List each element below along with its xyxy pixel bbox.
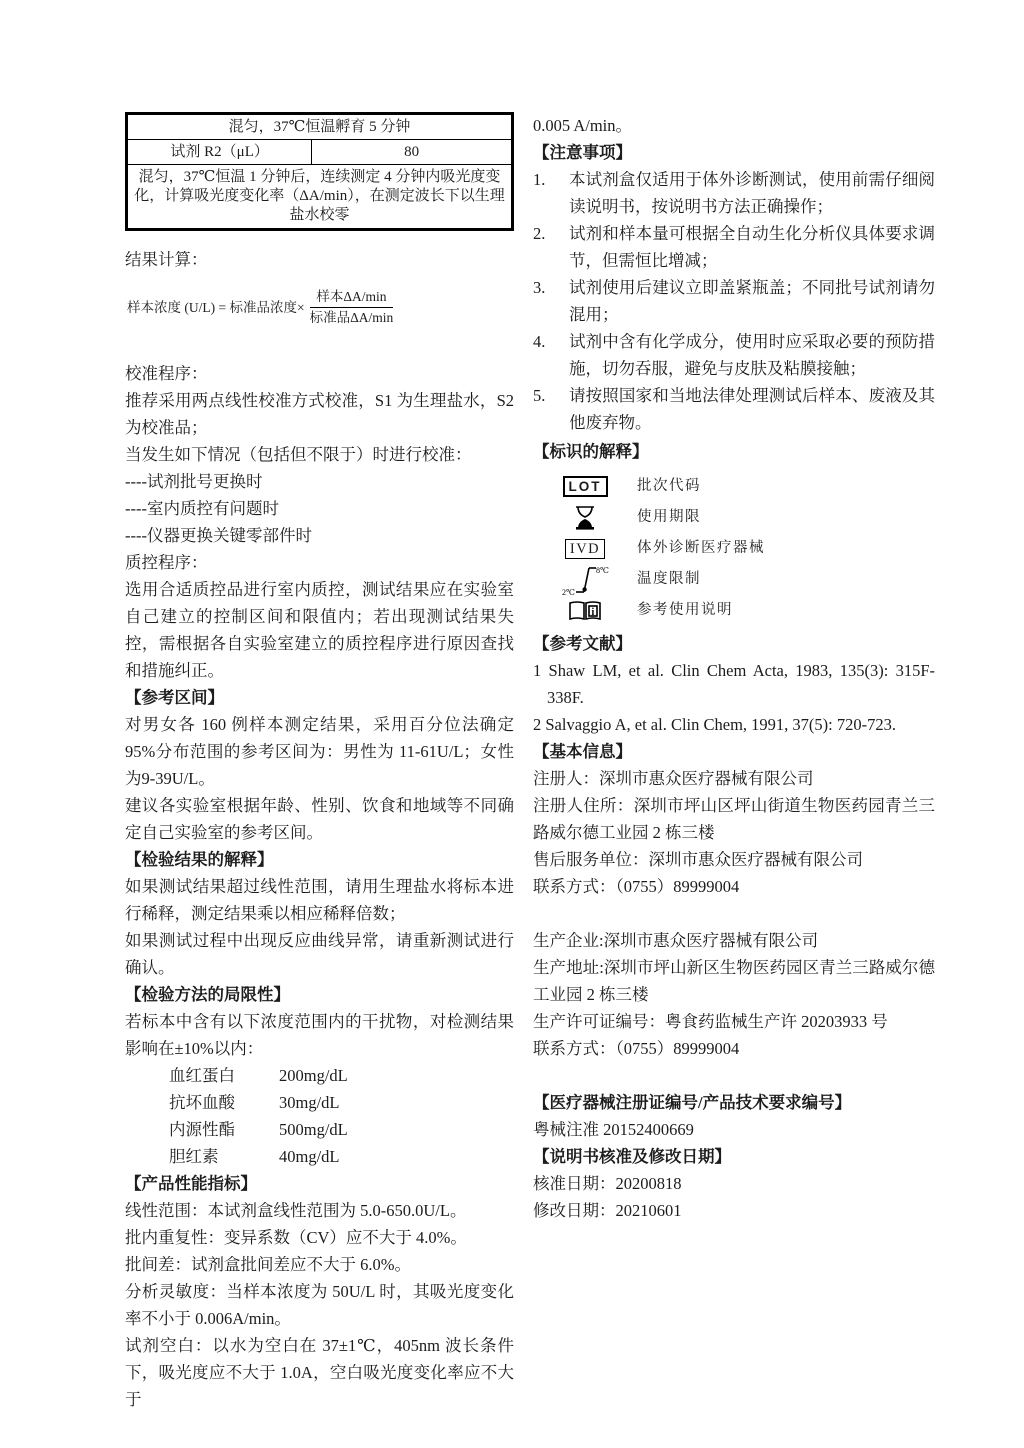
precaution-number: 2.: [533, 224, 546, 243]
result-calc-label: 结果计算：: [125, 250, 208, 269]
performance-sensitivity: 分析灵敏度：当样本浓度为 50U/L 时，其吸光度变化率不小于 0.006A/min。: [125, 1282, 514, 1328]
formula-lhs: 样本浓度 (U/L) = 标准品浓度×: [127, 299, 305, 315]
performance-lot-difference: 批间差：试剂盒批间差应不大于 6.0%。: [125, 1255, 411, 1274]
carryover-text: 0.005 A/min。: [533, 116, 633, 135]
calibration-conditions: 当发生如下情况（包括但不限于）时进行校准：: [125, 445, 472, 464]
right-column: [533, 112, 935, 1224]
formula-fraction: [310, 289, 394, 326]
temp-high-label: 8℃: [596, 565, 609, 575]
interferent-value: 500mg/dL: [279, 1120, 348, 1139]
limitations-intro: 若标本中含有以下浓度范围内的干扰物，对检测结果影响在±10%以内：: [125, 1012, 514, 1058]
interferent-value: 30mg/dL: [279, 1093, 340, 1112]
symbol-row: [533, 533, 935, 564]
interferent-row: [125, 1143, 514, 1170]
interferent-row: [125, 1062, 514, 1089]
reference-item: 2 Salvaggio A, et al. Clin Chem, 1991, 37(5): 720-723.: [533, 715, 896, 734]
ivd-icon: IVD: [565, 539, 605, 559]
symbol-label: 使用期限: [637, 509, 701, 525]
table-row: [127, 140, 513, 165]
precaution-text: 试剂中含有化学成分，使用时应采取必要的预防措施，切勿吞服，避免与皮肤及粘膜接触；: [569, 332, 935, 378]
interferent-row: [125, 1089, 514, 1116]
interferent-value: 40mg/dL: [279, 1147, 340, 1166]
qc-label: 质控程序：: [125, 553, 208, 572]
calibration-condition-item: ----室内质控有问题时: [125, 499, 279, 518]
lot-icon: LOT: [563, 476, 608, 497]
section-heading-references: 【参考文献】: [533, 634, 632, 653]
interpretation-text-1: 如果测试结果超过线性范围，请用生理盐水将标本进行稀释，测定结果乘以相应稀释倍数；: [125, 877, 514, 923]
interferent-name: 血红蛋白: [169, 1066, 235, 1085]
registrant-address-line: 注册人住所：深圳市坪山区坪山街道生物医药园青兰三路威尔德工业园 2 栋三楼: [533, 796, 935, 842]
performance-reagent-blank: 试剂空白：以水为空白在 37±1℃，405nm 波长条件下，吸光度应不大于 1.0A，空白吸光度变化率应不大于: [125, 1336, 514, 1409]
procedure-table: [125, 112, 514, 231]
section-heading-symbols: 【标识的解释】: [533, 442, 649, 461]
section-heading-registration-number: 【医疗器械注册证编号/产品技术要求编号】: [533, 1093, 852, 1112]
interferent-name: 抗坏血酸: [169, 1093, 235, 1112]
symbol-legend: [533, 471, 935, 626]
reference-interval-text: 对男女各 160 例样本测定结果，采用百分位法确定 95%分布范围的参考区间为：男性为 11-61U/L；女性为9-39U/L。: [125, 715, 514, 788]
precaution-text: 请按照国家和当地法律处理测试后样本、废液及其他废弃物。: [569, 386, 935, 432]
table-cell-reagent-r2-volume: 80: [312, 140, 513, 165]
symbol-label: 批次代码: [637, 478, 701, 494]
registrant-line: 注册人：深圳市惠众医疗器械有限公司: [533, 769, 814, 788]
symbol-label: 参考使用说明: [637, 602, 733, 618]
svg-text:i: i: [591, 606, 595, 618]
section-heading-result-interpretation: 【检验结果的解释】: [125, 850, 274, 869]
precaution-item: [533, 274, 935, 328]
contact-line: 联系方式：（0755）89999004: [533, 1039, 740, 1058]
symbol-row: [533, 502, 935, 533]
symbol-row: [533, 595, 935, 626]
temperature-limit-icon: [560, 564, 610, 596]
performance-linearity: 线性范围：本试剂盒线性范围为 5.0-650.0U/L。: [125, 1201, 467, 1220]
section-heading-basic-info: 【基本信息】: [533, 742, 632, 761]
calibration-condition-item: ----仪器更换关键零部件时: [125, 526, 312, 545]
reference-interval-advice: 建议各实验室根据年龄、性别、饮食和地域等不同确定自己实验室的参考区间。: [125, 796, 514, 842]
precaution-number: 1.: [533, 170, 546, 189]
manufacturer-line: 生产企业:深圳市惠众医疗器械有限公司: [533, 931, 819, 950]
interferent-value: 200mg/dL: [279, 1066, 348, 1085]
interpretation-text-2: 如果测试过程中出现反应曲线异常，请重新测试进行确认。: [125, 931, 514, 977]
result-formula: [127, 289, 514, 326]
qc-text: 选用合适质控品进行室内质控，测试结果应在实验室自己建立的控制区间和限值内；若出现测试结果失控，需根据各自实验室建立的质控程序进行原因查找和措施纠正。: [125, 580, 514, 680]
calibration-label: 校准程序：: [125, 364, 208, 383]
precaution-item: [533, 328, 935, 382]
section-heading-limitations: 【检验方法的局限性】: [125, 985, 290, 1004]
section-heading-precautions: 【注意事项】: [533, 143, 632, 162]
table-row: [127, 114, 513, 140]
precaution-text: 本试剂盒仅适用于体外诊断测试，使用前需仔细阅读说明书，按说明书方法正确操作；: [569, 170, 935, 216]
temp-low-label: 2℃: [562, 587, 575, 596]
section-heading-performance: 【产品性能指标】: [125, 1174, 257, 1193]
precaution-text: 试剂使用后建议立即盖紧瓶盖；不同批号试剂请勿混用；: [569, 278, 935, 324]
symbol-label: 体外诊断医疗器械: [637, 540, 765, 556]
precaution-number: 5.: [533, 386, 546, 405]
formula-numerator: 样本ΔA/min: [310, 289, 394, 308]
symbol-row: [533, 564, 935, 595]
reference-item: 1 Shaw LM, et al. Clin Chem Acta, 1983, 135(3): 315F-338F.: [533, 661, 935, 707]
precaution-item: [533, 220, 935, 274]
precaution-text: 试剂和样本量可根据全自动生化分析仪具体要求调节，但需恒比增减；: [569, 224, 935, 270]
consult-instructions-icon: [567, 599, 603, 623]
precaution-item: [533, 382, 935, 436]
approval-date-line: 核准日期：20200818: [533, 1174, 682, 1193]
performance-repeatability: 批内重复性：变异系数（CV）应不大于 4.0%。: [125, 1228, 467, 1247]
contact-line: 联系方式：（0755）89999004: [533, 877, 740, 896]
formula-denominator: 标准品ΔA/min: [309, 310, 394, 325]
precaution-number: 4.: [533, 332, 546, 351]
service-unit-line: 售后服务单位：深圳市惠众医疗器械有限公司: [533, 850, 863, 869]
table-cell-reagent-r2: 试剂 R2（μL）: [127, 140, 312, 165]
symbol-row: [533, 471, 935, 502]
table-cell-measure-note: 混匀，37℃恒温 1 分钟后，连续测定 4 分钟内吸光度变化，计算吸光度变化率（ΔA/min），在测定波长下以生理盐水校零: [127, 165, 513, 230]
section-heading-reference-interval: 【参考区间】: [125, 688, 224, 707]
precaution-item: [533, 166, 935, 220]
revision-date-line: 修改日期：20210601: [533, 1201, 682, 1220]
precaution-number: 3.: [533, 278, 546, 297]
hourglass-icon: [573, 505, 597, 530]
registration-number: 粤械注准 20152400669: [533, 1120, 694, 1139]
calibration-condition-item: ----试剂批号更换时: [125, 472, 263, 491]
left-column: [125, 112, 514, 1413]
production-license-line: 生产许可证编号：粤食药监械生产许 20203933 号: [533, 1012, 888, 1031]
interferent-name: 内源性酯: [169, 1120, 235, 1139]
manufacture-address-line: 生产地址:深圳市坪山新区生物医药园区青兰三路威尔德工业园 2 栋三楼: [533, 958, 935, 1004]
table-cell-incubation: 混匀，37℃恒温孵育 5 分钟: [127, 114, 513, 140]
symbol-label: 温度限制: [637, 571, 701, 587]
interferent-row: [125, 1116, 514, 1143]
table-row: [127, 165, 513, 230]
interferent-name: 胆红素: [169, 1147, 219, 1166]
calibration-text: 推荐采用两点线性校准方式校准，S1 为生理盐水，S2为校准品；: [125, 391, 514, 437]
section-heading-approval-dates: 【说明书核准及修改日期】: [533, 1147, 731, 1166]
